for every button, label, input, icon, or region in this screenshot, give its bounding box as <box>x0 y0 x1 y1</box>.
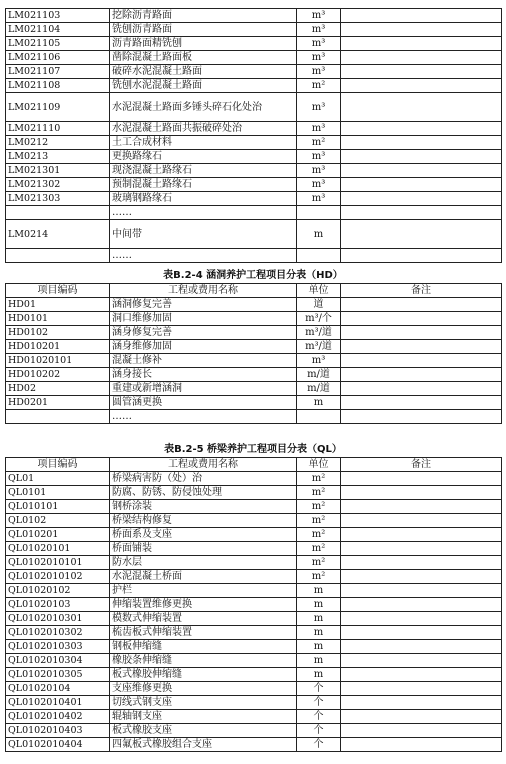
item-name: 重建或新增涵洞 <box>110 382 297 396</box>
item-remark <box>341 542 502 556</box>
table-row <box>6 542 502 556</box>
item-code: QL0102010404 <box>6 738 110 752</box>
table-row <box>6 93 502 122</box>
item-code: HD02 <box>6 382 110 396</box>
item-remark <box>341 93 502 122</box>
item-remark <box>341 724 502 738</box>
item-code: HD01020101 <box>6 354 110 368</box>
item-remark <box>341 150 502 164</box>
item-code: LM021103 <box>6 9 110 23</box>
item-name: 土工合成材料 <box>110 136 297 150</box>
item-code: HD0102 <box>6 326 110 340</box>
table-row <box>6 472 502 486</box>
item-remark <box>341 178 502 192</box>
item-name: 铣刨沥青路面 <box>110 23 297 37</box>
table-row <box>6 192 502 206</box>
item-name: 挖除沥青路面 <box>110 9 297 23</box>
table-row <box>6 738 502 752</box>
item-name: 桥面铺装 <box>110 542 297 556</box>
item-code: QL0101 <box>6 486 110 500</box>
item-code: LM0213 <box>6 150 110 164</box>
item-code: QL0102010403 <box>6 724 110 738</box>
item-remark <box>341 654 502 668</box>
item-unit: m² <box>297 486 341 500</box>
item-name: 涵身修复完善 <box>110 326 297 340</box>
item-unit: m² <box>297 472 341 486</box>
item-remark <box>341 396 502 410</box>
item-unit: 个 <box>297 738 341 752</box>
item-code: LM0214 <box>6 220 110 249</box>
item-unit: m³/道 <box>297 340 341 354</box>
item-code <box>6 410 110 424</box>
table-row <box>6 396 502 410</box>
item-name: …… <box>110 410 297 424</box>
item-unit: 个 <box>297 724 341 738</box>
table-row <box>6 654 502 668</box>
item-code: QL0102010101 <box>6 556 110 570</box>
item-code: QL0102010303 <box>6 640 110 654</box>
item-remark <box>341 9 502 23</box>
item-name: 更换路缘石 <box>110 150 297 164</box>
item-unit: m² <box>297 528 341 542</box>
item-remark <box>341 472 502 486</box>
item-unit: m³ <box>297 354 341 368</box>
item-name: 铣刨水泥混凝土路面 <box>110 79 297 93</box>
item-unit: 道 <box>297 298 341 312</box>
item-name: 预制混凝土路缘石 <box>110 178 297 192</box>
item-unit: m <box>297 396 341 410</box>
road-items-table-continued <box>5 8 502 263</box>
item-name: 涵身接长 <box>110 368 297 382</box>
item-code: HD010201 <box>6 340 110 354</box>
item-unit: m³/个 <box>297 312 341 326</box>
item-name: 四氟板式橡胶组合支座 <box>110 738 297 752</box>
item-code: QL01020103 <box>6 598 110 612</box>
item-code: LM021303 <box>6 192 110 206</box>
header-remark: 备注 <box>341 458 502 472</box>
culvert-items-body <box>6 298 502 424</box>
item-unit: m² <box>297 136 341 150</box>
item-name: 板式橡胶伸缩缝 <box>110 668 297 682</box>
table-row <box>6 598 502 612</box>
table-row <box>6 584 502 598</box>
road-items-body <box>6 9 502 263</box>
table-row <box>6 556 502 570</box>
item-unit: m/道 <box>297 382 341 396</box>
table-row <box>6 368 502 382</box>
table-row <box>6 220 502 249</box>
table-row <box>6 65 502 79</box>
item-remark <box>341 51 502 65</box>
table-row <box>6 249 502 263</box>
item-name: 防水层 <box>110 556 297 570</box>
table-row <box>6 122 502 136</box>
table-row <box>6 528 502 542</box>
item-name: 水泥混凝土路面多锤头碎石化处治 <box>110 93 297 122</box>
table-row <box>6 206 502 220</box>
item-code: QL0102010401 <box>6 696 110 710</box>
table-row <box>6 626 502 640</box>
item-unit: m² <box>297 556 341 570</box>
item-unit: m <box>297 668 341 682</box>
item-unit: m³ <box>297 23 341 37</box>
header-name: 工程或费用名称 <box>110 284 297 298</box>
header-name: 工程或费用名称 <box>110 458 297 472</box>
table-row <box>6 668 502 682</box>
item-unit: m³ <box>297 65 341 79</box>
item-name: 支座维修更换 <box>110 682 297 696</box>
item-remark <box>341 514 502 528</box>
item-remark <box>341 298 502 312</box>
item-code: LM021105 <box>6 37 110 51</box>
table-row <box>6 136 502 150</box>
item-remark <box>341 312 502 326</box>
item-remark <box>341 626 502 640</box>
item-name: 桥梁结构修复 <box>110 514 297 528</box>
item-remark <box>341 192 502 206</box>
item-code: QL0102 <box>6 514 110 528</box>
item-unit: m³ <box>297 122 341 136</box>
item-code: LM021107 <box>6 65 110 79</box>
item-unit: m² <box>297 514 341 528</box>
item-unit: m³ <box>297 192 341 206</box>
item-remark <box>341 382 502 396</box>
item-unit: m³ <box>297 9 341 23</box>
item-remark <box>341 65 502 79</box>
item-name: 伸缩装置维修更换 <box>110 598 297 612</box>
table-row <box>6 724 502 738</box>
item-unit: m² <box>297 500 341 514</box>
header-unit: 单位 <box>297 284 341 298</box>
item-remark <box>341 738 502 752</box>
item-unit <box>297 206 341 220</box>
item-code: LM021110 <box>6 122 110 136</box>
item-remark <box>341 710 502 724</box>
item-name: 混凝土修补 <box>110 354 297 368</box>
item-unit: m <box>297 598 341 612</box>
item-remark <box>341 556 502 570</box>
item-remark <box>341 368 502 382</box>
table-row <box>6 640 502 654</box>
culvert-items-table <box>5 283 502 424</box>
item-code: QL0102010305 <box>6 668 110 682</box>
table-row <box>6 9 502 23</box>
table-row <box>6 570 502 584</box>
item-code: QL0102010402 <box>6 710 110 724</box>
table-header-row <box>6 284 502 298</box>
table-row <box>6 514 502 528</box>
table-row <box>6 298 502 312</box>
item-remark <box>341 570 502 584</box>
header-code: 项目编码 <box>6 458 110 472</box>
bridge-items-body <box>6 472 502 752</box>
table-row <box>6 382 502 396</box>
item-remark <box>341 528 502 542</box>
item-code: QL0102010302 <box>6 626 110 640</box>
table-row <box>6 486 502 500</box>
item-remark <box>341 640 502 654</box>
item-unit: m² <box>297 570 341 584</box>
item-remark <box>341 220 502 249</box>
item-code: HD0101 <box>6 312 110 326</box>
item-unit: 个 <box>297 710 341 724</box>
item-unit: m² <box>297 79 341 93</box>
item-unit: m <box>297 220 341 249</box>
item-name: 玻璃钢路缘石 <box>110 192 297 206</box>
culvert-table-caption: 表B.2-4 涵洞养护工程项目分表（HD） <box>163 270 343 281</box>
table-header-row <box>6 458 502 472</box>
table-row <box>6 340 502 354</box>
table-row <box>6 79 502 93</box>
item-name: 水泥混凝土路面共振破碎处治 <box>110 122 297 136</box>
item-unit: m³ <box>297 164 341 178</box>
header-code: 项目编码 <box>6 284 110 298</box>
item-code: QL01020101 <box>6 542 110 556</box>
item-code: LM021301 <box>6 164 110 178</box>
item-name: 钢板伸缩缝 <box>110 640 297 654</box>
item-name: 凿除混凝土路面板 <box>110 51 297 65</box>
item-unit: m³ <box>297 150 341 164</box>
item-unit: m³ <box>297 37 341 51</box>
item-name: 橡胶条伸缩缝 <box>110 654 297 668</box>
item-unit: m³ <box>297 51 341 65</box>
table-row <box>6 696 502 710</box>
item-unit: m³/道 <box>297 326 341 340</box>
table-row <box>6 710 502 724</box>
table-row <box>6 37 502 51</box>
table-row <box>6 312 502 326</box>
item-code: QL010101 <box>6 500 110 514</box>
item-name: 切线式钢支座 <box>110 696 297 710</box>
item-remark <box>341 500 502 514</box>
item-code: LM021302 <box>6 178 110 192</box>
table-row <box>6 682 502 696</box>
item-code: HD010202 <box>6 368 110 382</box>
item-code: LM021108 <box>6 79 110 93</box>
item-code: LM021104 <box>6 23 110 37</box>
item-remark <box>341 37 502 51</box>
item-code: LM0212 <box>6 136 110 150</box>
item-unit: 个 <box>297 682 341 696</box>
item-name: 桥面系及支座 <box>110 528 297 542</box>
table-row <box>6 164 502 178</box>
header-unit: 单位 <box>297 458 341 472</box>
table-row <box>6 51 502 65</box>
item-name: 桥梁病害防（处）治 <box>110 472 297 486</box>
item-code <box>6 249 110 263</box>
item-remark <box>341 668 502 682</box>
item-name: 圆管涵更换 <box>110 396 297 410</box>
item-remark <box>341 696 502 710</box>
item-name: 破碎水泥混凝土路面 <box>110 65 297 79</box>
item-remark <box>341 79 502 93</box>
item-remark <box>341 486 502 500</box>
item-name: 梳齿板式伸缩装置 <box>110 626 297 640</box>
table-row <box>6 178 502 192</box>
item-remark <box>341 206 502 220</box>
item-unit: m <box>297 640 341 654</box>
item-unit: m² <box>297 542 341 556</box>
item-name: 模数式伸缩装置 <box>110 612 297 626</box>
item-name: 防腐、防锈、防侵蚀处理 <box>110 486 297 500</box>
item-remark <box>341 354 502 368</box>
item-unit: m³ <box>297 93 341 122</box>
bridge-items-table <box>5 457 502 752</box>
item-code: HD01 <box>6 298 110 312</box>
item-unit: m <box>297 654 341 668</box>
item-code: QL0102010301 <box>6 612 110 626</box>
item-name: …… <box>110 249 297 263</box>
item-code: QL0102010304 <box>6 654 110 668</box>
item-unit: m <box>297 584 341 598</box>
item-remark <box>341 682 502 696</box>
item-name: 板式橡胶支座 <box>110 724 297 738</box>
item-code: HD0201 <box>6 396 110 410</box>
item-remark <box>341 164 502 178</box>
item-remark <box>341 136 502 150</box>
item-unit: 个 <box>297 696 341 710</box>
item-name: 水泥混凝土桥面 <box>110 570 297 584</box>
item-remark <box>341 612 502 626</box>
item-unit: m <box>297 612 341 626</box>
table-row <box>6 326 502 340</box>
item-code: LM021109 <box>6 93 110 122</box>
table-row <box>6 410 502 424</box>
item-code: QL0102010102 <box>6 570 110 584</box>
table-row <box>6 500 502 514</box>
table-row <box>6 354 502 368</box>
item-name: 钢桥涂装 <box>110 500 297 514</box>
item-remark <box>341 249 502 263</box>
item-name: …… <box>110 206 297 220</box>
item-code <box>6 206 110 220</box>
header-remark: 备注 <box>341 284 502 298</box>
item-code: QL01020104 <box>6 682 110 696</box>
item-unit <box>297 410 341 424</box>
table-row <box>6 23 502 37</box>
item-name: 护栏 <box>110 584 297 598</box>
item-name: 涵身维修加固 <box>110 340 297 354</box>
item-code: QL010201 <box>6 528 110 542</box>
item-name: 辊轴钢支座 <box>110 710 297 724</box>
item-remark <box>341 410 502 424</box>
item-unit <box>297 249 341 263</box>
item-remark <box>341 584 502 598</box>
table-row <box>6 150 502 164</box>
item-remark <box>341 326 502 340</box>
item-name: 现浇混凝土路缘石 <box>110 164 297 178</box>
item-remark <box>341 23 502 37</box>
table-row <box>6 612 502 626</box>
item-code: QL01020102 <box>6 584 110 598</box>
item-code: QL01 <box>6 472 110 486</box>
item-name: 中间带 <box>110 220 297 249</box>
item-name: 涵洞修复完善 <box>110 298 297 312</box>
item-remark <box>341 598 502 612</box>
bridge-table-caption: 表B.2-5 桥梁养护工程项目分表（QL） <box>164 444 342 455</box>
item-name: 洞口维修加固 <box>110 312 297 326</box>
item-remark <box>341 340 502 354</box>
item-remark <box>341 122 502 136</box>
item-name: 沥青路面精铣刨 <box>110 37 297 51</box>
item-unit: m <box>297 626 341 640</box>
item-unit: m/道 <box>297 368 341 382</box>
item-unit: m³ <box>297 178 341 192</box>
item-code: LM021106 <box>6 51 110 65</box>
